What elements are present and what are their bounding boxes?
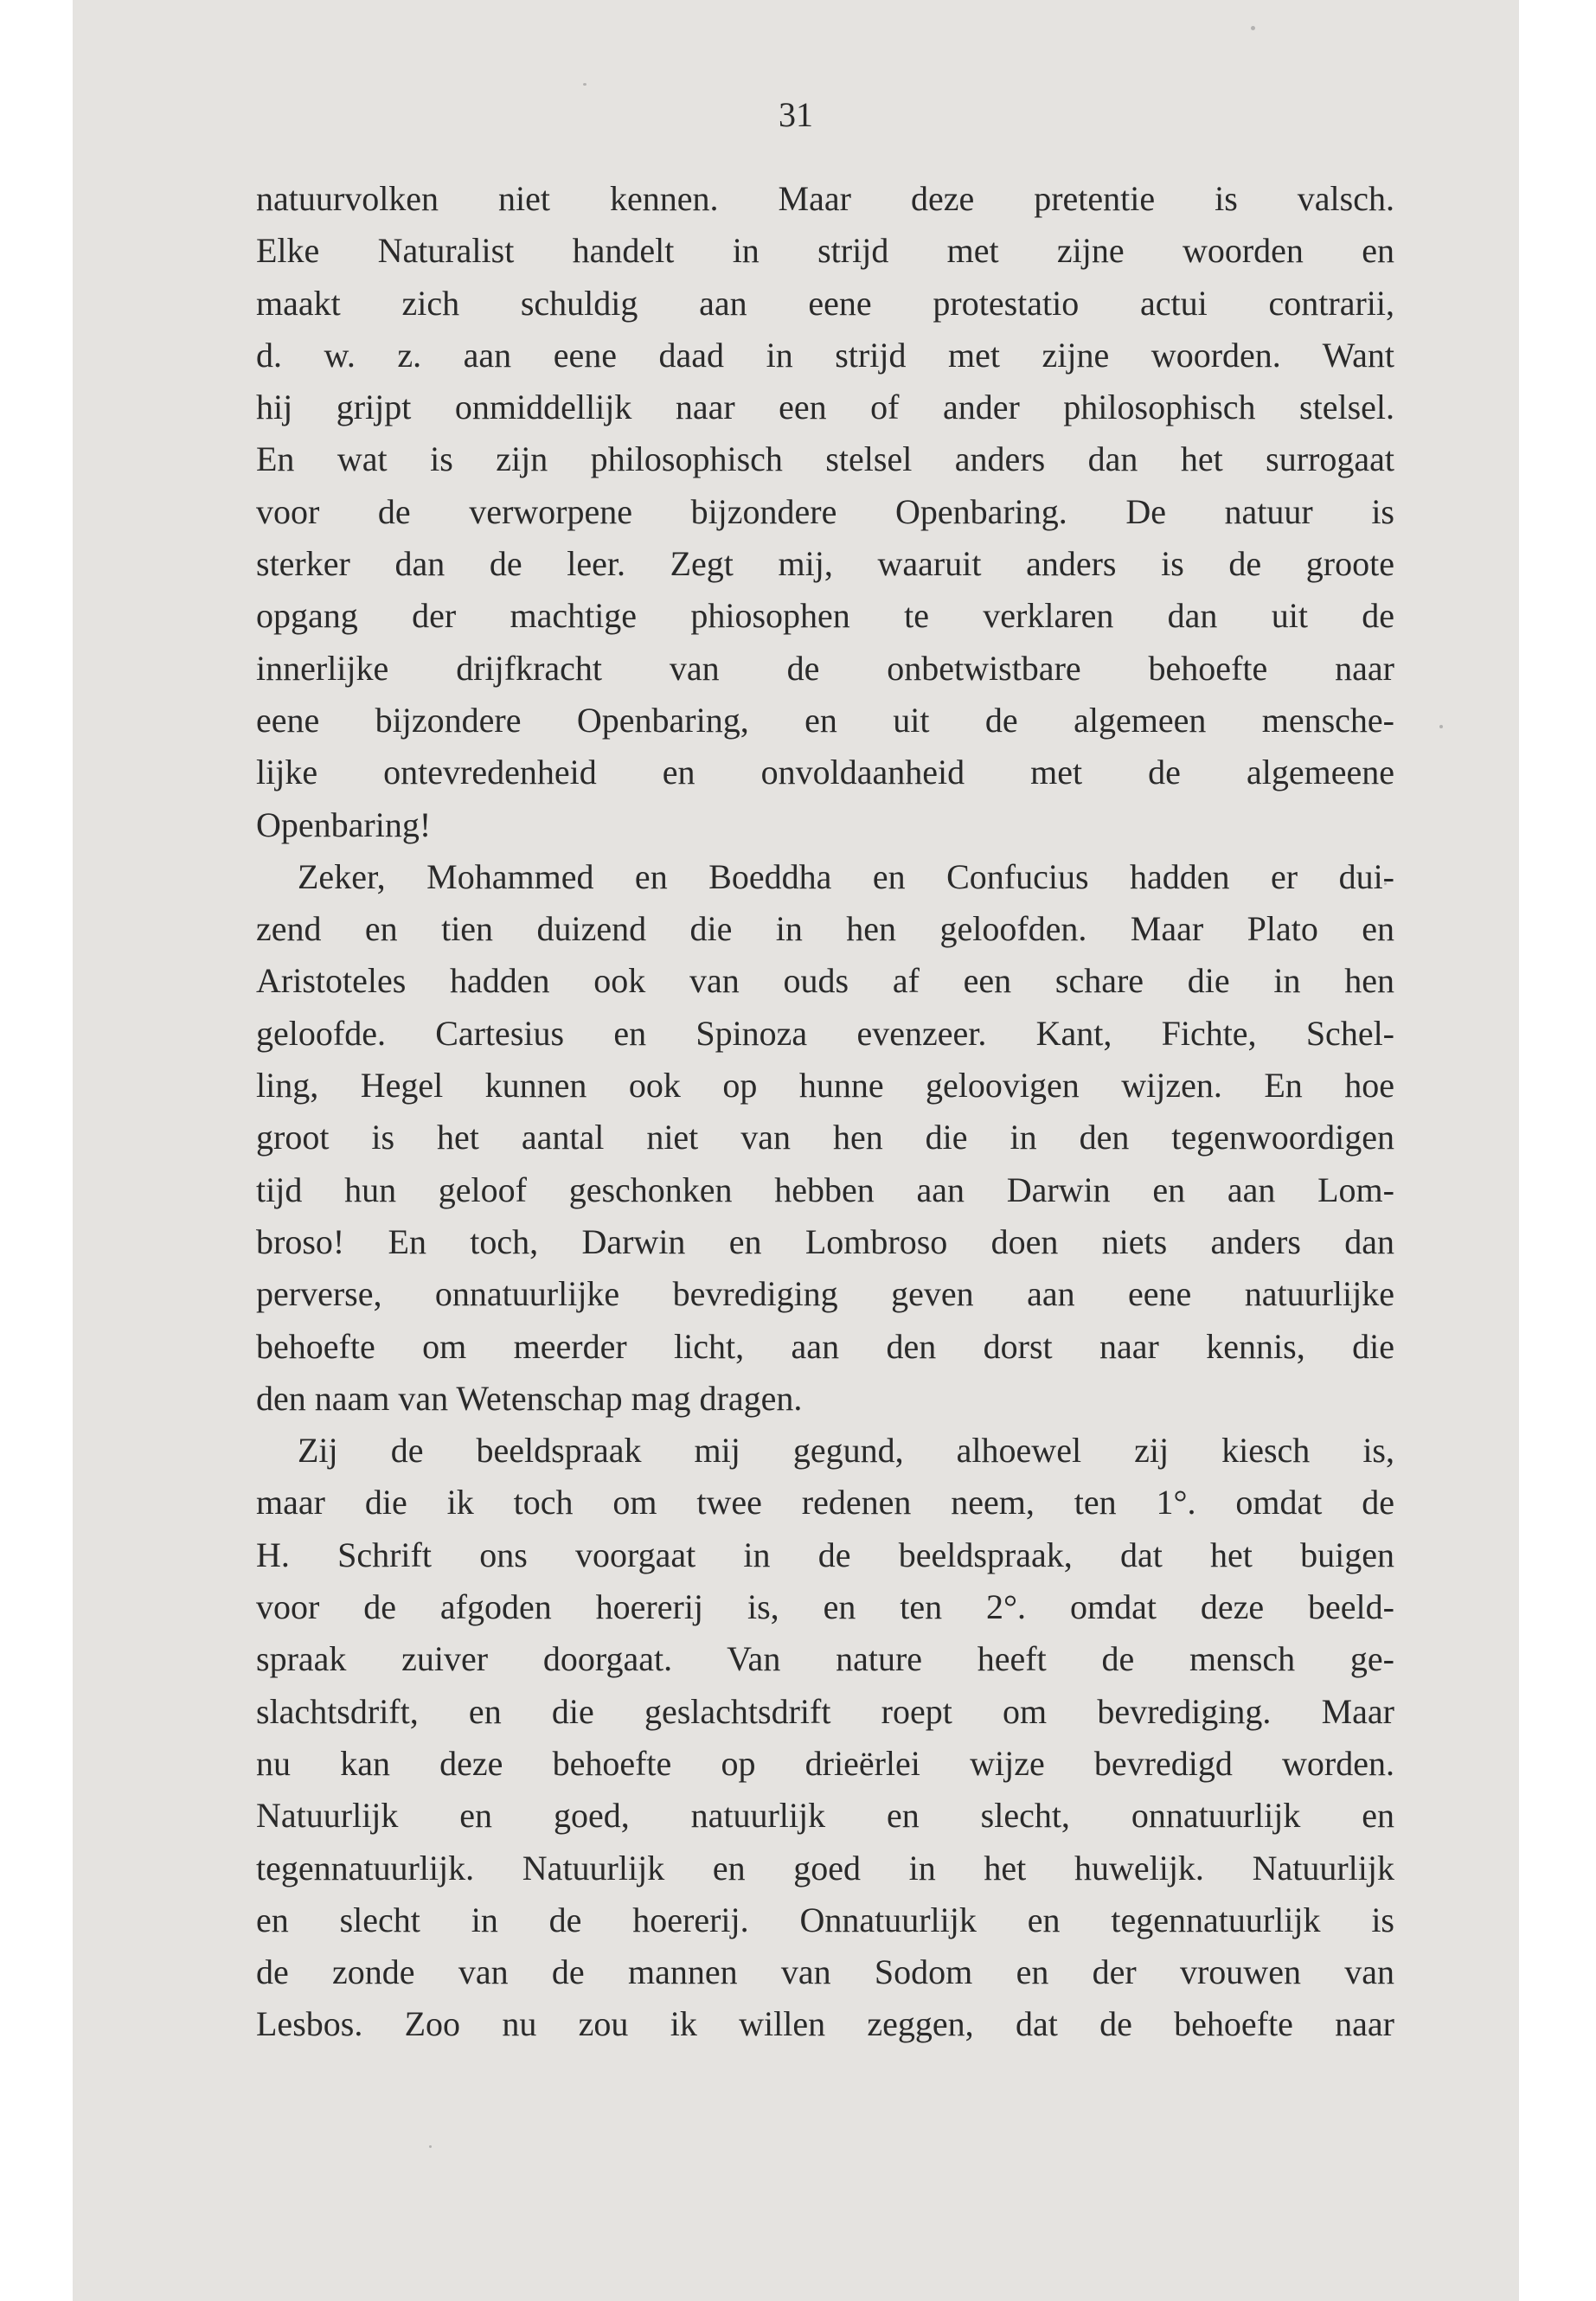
page-number: 31 <box>779 95 813 134</box>
text-line: lijke ontevredenheid en onvoldaanheid met de algemeene <box>256 753 1394 792</box>
paragraph-3 <box>256 1425 1394 2051</box>
text-line: d. w. z. aan eene daad in strijd met zijne woorden. Want <box>256 335 1394 375</box>
text-line: En wat is zijn philosophisch stelsel anders dan het surrogaat <box>256 439 1394 479</box>
text-line: hij grijpt onmiddellijk naar een of ander philosophisch stelsel. <box>256 388 1394 427</box>
text-line: voor de afgoden hoererij is, en ten 2°. omdat deze beeld- <box>256 1587 1394 1627</box>
text-line: maakt zich schuldig aan eene protestatio actui contrarii, <box>256 283 1394 323</box>
text-line: Openbaring! <box>256 804 432 844</box>
text-line: sterker dan de leer. Zegt mij, waaruit anders is de groote <box>256 544 1394 584</box>
text-line: tijd hun geloof geschonken hebben aan Darwin en aan Lom- <box>256 1170 1394 1209</box>
text-line: Natuurlijk en goed, natuurlijk en slecht, onnatuurlijk en <box>256 1796 1394 1836</box>
text-line: geloofde. Cartesius en Spinoza evenzeer. Kant, Fichte, Schel- <box>256 1013 1394 1053</box>
scan-speck <box>1439 725 1443 728</box>
text-line: den naam van Wetenschap mag dragen. <box>256 1378 803 1418</box>
body-text <box>256 173 1394 2051</box>
text-line: en slecht in de hoererij. Onnatuurlijk en tegennatuurlijk is <box>256 1900 1394 1939</box>
scan-speck <box>429 2145 432 2148</box>
text-line: broso! En toch, Darwin en Lombroso doen niets anders dan <box>256 1221 1394 1261</box>
text-line: Aristoteles hadden ook van ouds af een schare die in hen <box>256 961 1394 1001</box>
text-line: voor de verworpene bijzondere Openbaring. De natuur is <box>256 491 1394 531</box>
text-line: Elke Naturalist handelt in strijd met zijne woorden en <box>256 231 1394 271</box>
text-line: eene bijzondere Openbaring, en uit de algemeen mensche- <box>256 700 1394 740</box>
text-line: zend en tien duizend die in hen geloofden. Maar Plato en <box>256 909 1394 949</box>
text-line: natuurvolken niet kennen. Maar deze pretentie is valsch. <box>256 179 1394 218</box>
paragraph-2 <box>256 851 1394 1425</box>
text-line: ling, Hegel kunnen ook op hunne geloovigen wijzen. En hoe <box>256 1066 1394 1106</box>
text-line: behoefte om meerder licht, aan den dorst naar kennis, die <box>256 1326 1394 1366</box>
text-line: opgang der machtige phiosophen te verklaren dan uit de <box>256 596 1394 636</box>
scanned-page <box>73 0 1519 2301</box>
scan-speck <box>583 83 586 86</box>
text-line: innerlijke drijfkracht van de onbetwistbare behoefte naar <box>256 648 1394 688</box>
text-line: Zij de beeldspraak mij gegund, alhoewel zij kiesch is, <box>298 1431 1394 1471</box>
text-line: maar die ik toch om twee redenen neem, ten 1°. omdat de <box>256 1483 1394 1522</box>
text-line: perverse, onnatuurlijke bevrediging geven aan eene natuurlijke <box>256 1274 1394 1314</box>
text-line: nu kan deze behoefte op drieërlei wijze bevredigd worden. <box>256 1743 1394 1783</box>
text-line: H. Schrift ons voorgaat in de beeldspraak, dat het buigen <box>256 1535 1394 1574</box>
text-line: slachtsdrift, en die geslachtsdrift roept om bevrediging. Maar <box>256 1691 1394 1731</box>
text-line: spraak zuiver doorgaat. Van nature heeft de mensch ge- <box>256 1639 1394 1679</box>
paragraph-1 <box>256 173 1394 851</box>
scan-speck <box>1251 26 1255 30</box>
text-line: Lesbos. Zoo nu zou ik willen zeggen, dat de behoefte naar <box>256 2004 1394 2044</box>
text-line: groot is het aantal niet van hen die in den tegenwoordigen <box>256 1118 1394 1157</box>
text-line: Zeker, Mohammed en Boeddha en Confucius hadden er dui- <box>298 856 1394 896</box>
text-line: tegennatuurlijk. Natuurlijk en goed in het huwelijk. Natuurlijk <box>256 1848 1394 1888</box>
text-line: de zonde van de mannen van Sodom en der vrouwen van <box>256 1952 1394 1992</box>
